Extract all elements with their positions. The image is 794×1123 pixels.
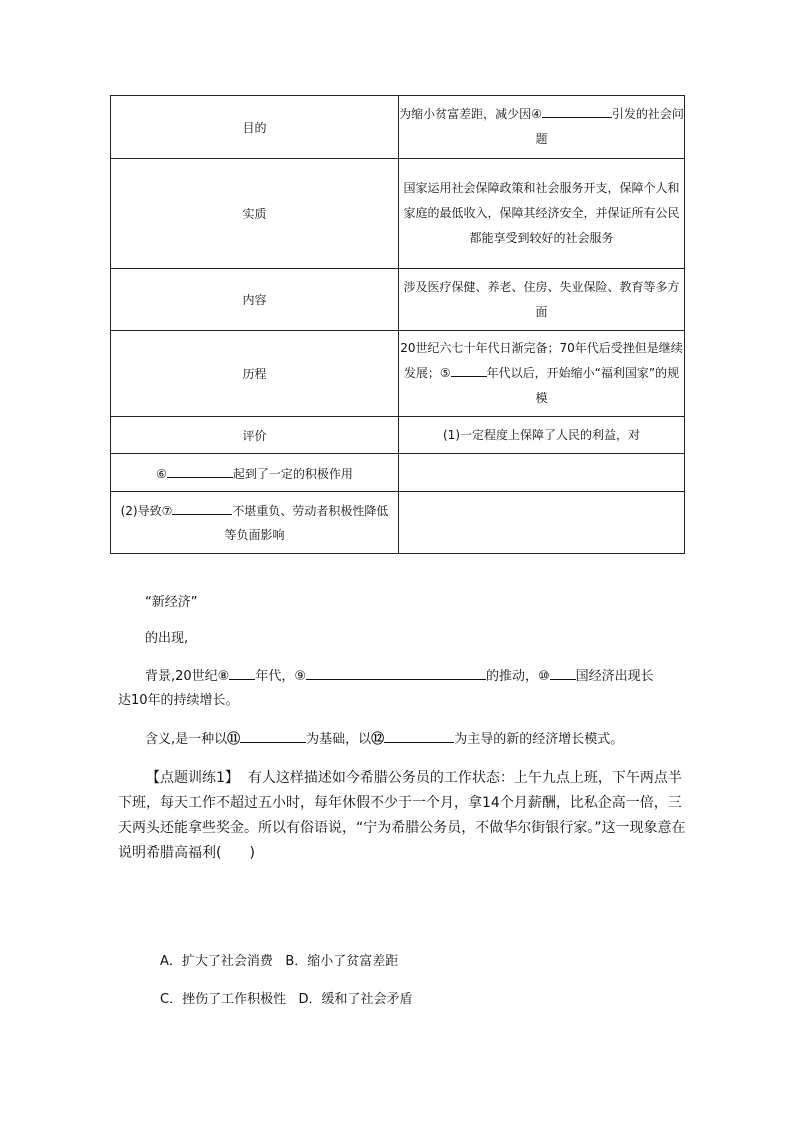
table-row xyxy=(111,417,685,454)
section-heading: “新经济” xyxy=(145,595,198,610)
exercise-tag: 【点题训练1】 xyxy=(146,770,239,786)
row-label: 内容 xyxy=(111,269,399,331)
table-row xyxy=(111,454,685,492)
row-label: 目的 xyxy=(111,96,399,159)
row-content xyxy=(399,331,685,417)
text-segment: 的推动，⑩ xyxy=(486,669,550,684)
meaning-line xyxy=(145,729,623,751)
welfare-state-table xyxy=(110,95,685,554)
text-segment: 为主导的新的经济增长模式。 xyxy=(454,732,624,747)
row-text: 年代以后，开始缩小“福利国家”的规模 xyxy=(486,366,680,405)
row-label: 历程 xyxy=(111,331,399,417)
row-text: (2)导致⑦ xyxy=(120,503,173,518)
row-label: 实质 xyxy=(111,159,399,269)
option-b[interactable]: B．缩小了贫富差距 xyxy=(285,954,399,969)
answer-blank-8[interactable] xyxy=(229,666,255,680)
row-text: ⑥ xyxy=(156,466,167,481)
table-row xyxy=(111,492,685,554)
exercise-question xyxy=(118,766,688,866)
answer-blank-10[interactable] xyxy=(550,666,576,680)
answer-blank-4[interactable] xyxy=(542,104,612,118)
table-row xyxy=(111,96,685,159)
empty-cell xyxy=(399,492,685,554)
answer-blank-6[interactable] xyxy=(167,464,233,478)
row-text: 为缩小贫富差距，减少因④ xyxy=(399,107,542,121)
answer-blank-11[interactable] xyxy=(240,729,306,743)
row-label: 评价 xyxy=(111,417,399,454)
answer-blank-5[interactable] xyxy=(451,363,487,377)
table-row xyxy=(111,159,685,269)
row-content xyxy=(111,454,399,492)
options-row-2 xyxy=(160,988,413,1007)
text-segment: 背景,20世纪⑧ xyxy=(145,669,230,684)
circled-number: ⑪ xyxy=(227,732,241,747)
row-content: 国家运用社会保障政策和社会服务开支，保障个人和家庭的最低收入，保障其经济安全，并保证所有公民都能享受到较好的社会服务 xyxy=(399,159,685,269)
row-text: 20世纪六七十年代日渐完备；70年代后受挫但是继续发展；⑤ xyxy=(400,341,683,380)
row-content: (1)一定程度上保障了人民的利益，对 xyxy=(399,417,685,454)
text-segment: 国经济出现长 xyxy=(575,669,654,684)
row-content xyxy=(111,492,399,554)
background-line xyxy=(145,666,654,688)
empty-cell xyxy=(399,454,685,492)
text-segment: 为基础，以 xyxy=(306,732,372,747)
text-segment: 含义,是一种以 xyxy=(145,732,228,747)
row-text: 不堪重负、劳动者积极性降低等负面影响 xyxy=(224,503,389,542)
row-content xyxy=(399,96,685,159)
answer-blank-9[interactable] xyxy=(306,666,486,680)
answer-blank-12[interactable] xyxy=(384,729,454,743)
exercise-text: 有人这样描述如今希腊公务员的工作状态：上午九点上班，下午两点半下班，每天工作不超过五小时，每年休假不少于一个月，拿14个月薪酬，比私企高一倍，三天两头还能拿些奖金。所以有俗语说，“宁为希腊公务员，不做华尔街银行家。”这一现象意在说明希腊高福利( ) xyxy=(118,770,686,861)
option-a[interactable]: A．扩大了社会消费 xyxy=(160,954,273,969)
options-row-1 xyxy=(160,950,398,969)
row-text: 起到了一定的积极作用 xyxy=(232,466,353,481)
row-content: 涉及医疗保健、养老、住房、失业保险、教育等多方面 xyxy=(399,269,685,331)
text-segment: 年代，⑨ xyxy=(255,669,306,684)
row-text: 引发的社会问题 xyxy=(535,107,684,146)
background-line-cont: 达10年的持续增长。 xyxy=(118,693,239,708)
circled-number: ⑫ xyxy=(371,732,385,747)
option-c[interactable]: C．挫伤了工作积极性 xyxy=(160,992,287,1007)
option-d[interactable]: D．缓和了社会矛盾 xyxy=(298,992,413,1007)
table-row xyxy=(111,269,685,331)
section-subheading: 的出现, xyxy=(145,631,189,646)
table-row xyxy=(111,331,685,417)
answer-blank-7[interactable] xyxy=(172,501,232,515)
